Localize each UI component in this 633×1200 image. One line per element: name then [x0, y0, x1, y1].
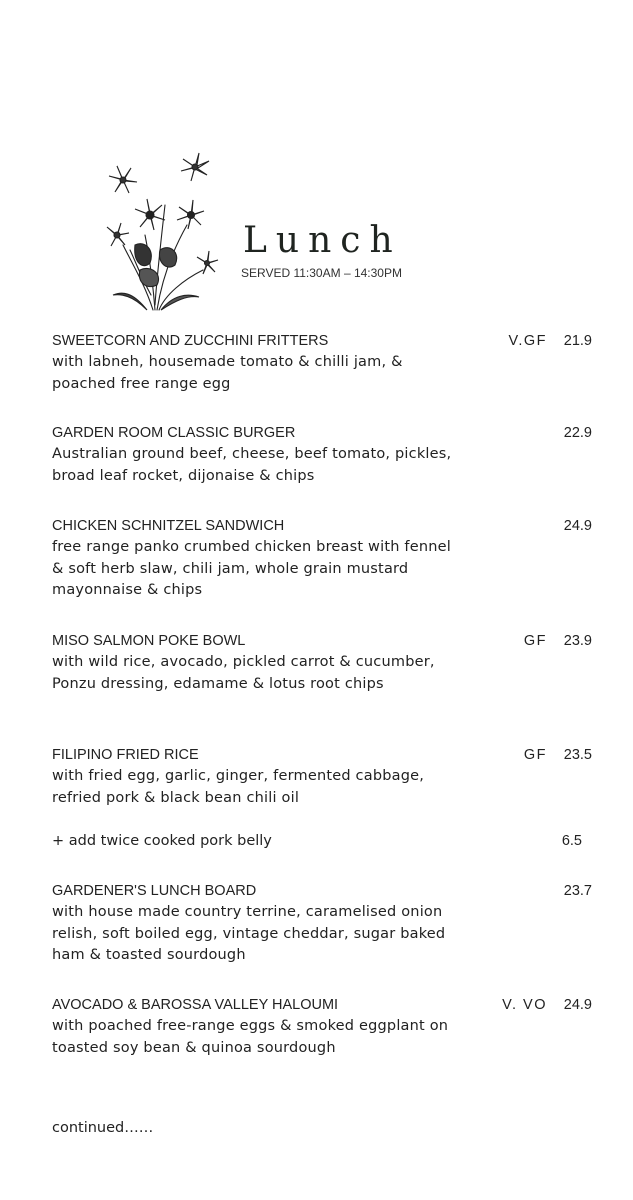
- item-price: 24.9: [563, 518, 592, 534]
- menu-item: [52, 745, 592, 809]
- addon-row: [52, 831, 582, 852]
- item-price: 23.7: [563, 883, 592, 899]
- item-description: Australian ground beef, cheese, beef tomato, pickles, broad leaf rocket, dijonaise & chips: [52, 446, 452, 484]
- dietary-tag: GF: [523, 747, 547, 763]
- item-price: 22.9: [563, 425, 592, 441]
- menu-item: [52, 631, 592, 695]
- item-price: 21.9: [563, 333, 592, 349]
- dietary-tag: V.GF: [508, 333, 547, 349]
- menu-item: [52, 423, 592, 487]
- service-hours: SERVED 11:30AM – 14:30PM: [241, 266, 402, 280]
- menu-item: [52, 331, 592, 395]
- item-description: with wild rice, avocado, pickled carrot & cucumber, Ponzu dressing, edamame & lotus root chips: [52, 654, 435, 692]
- dietary-tag: GF: [523, 633, 547, 649]
- item-description: free range panko crumbed chicken breast with fennel & soft herb slaw, chili jam, whole grain mustard mayonnaise & chips: [52, 539, 451, 598]
- item-name: SWEETCORN AND ZUCCHINI FRITTERS: [52, 333, 329, 349]
- dietary-tag: V. VO: [502, 997, 547, 1013]
- menu-item: [52, 516, 592, 602]
- item-description: with poached free-range eggs & smoked eggplant on toasted soy bean & quinoa sourdough: [52, 1018, 449, 1056]
- item-name: CHICKEN SCHNITZEL SANDWICH: [52, 518, 285, 534]
- item-price: 23.5: [563, 747, 592, 763]
- continued-note: continued……: [52, 1120, 154, 1136]
- item-price: 23.9: [563, 633, 592, 649]
- item-price: 24.9: [563, 997, 592, 1013]
- item-name: GARDENER'S LUNCH BOARD: [52, 883, 257, 899]
- addon-price: 6.5: [561, 833, 582, 849]
- item-description: with labneh, housemade tomato & chilli jam, & poached free range egg: [52, 354, 403, 392]
- item-name: GARDEN ROOM CLASSIC BURGER: [52, 425, 296, 441]
- item-name: FILIPINO FRIED RICE: [52, 747, 199, 763]
- item-description: with house made country terrine, caramelised onion relish, soft boiled egg, vintage cheddar, sugar baked ham & toasted sourdough: [52, 904, 446, 963]
- menu-item: [52, 995, 592, 1059]
- addon-text: + add twice cooked pork belly: [52, 833, 272, 849]
- item-name: AVOCADO & BAROSSA VALLEY HALOUMI: [52, 997, 339, 1013]
- item-description: with fried egg, garlic, ginger, fermented cabbage, refried pork & black bean chili oil: [52, 768, 425, 806]
- menu-title: Lunch: [243, 220, 402, 261]
- menu-item: [52, 881, 592, 967]
- daffodil-flower-icon: [95, 145, 225, 315]
- item-name: MISO SALMON POKE BOWL: [52, 633, 246, 649]
